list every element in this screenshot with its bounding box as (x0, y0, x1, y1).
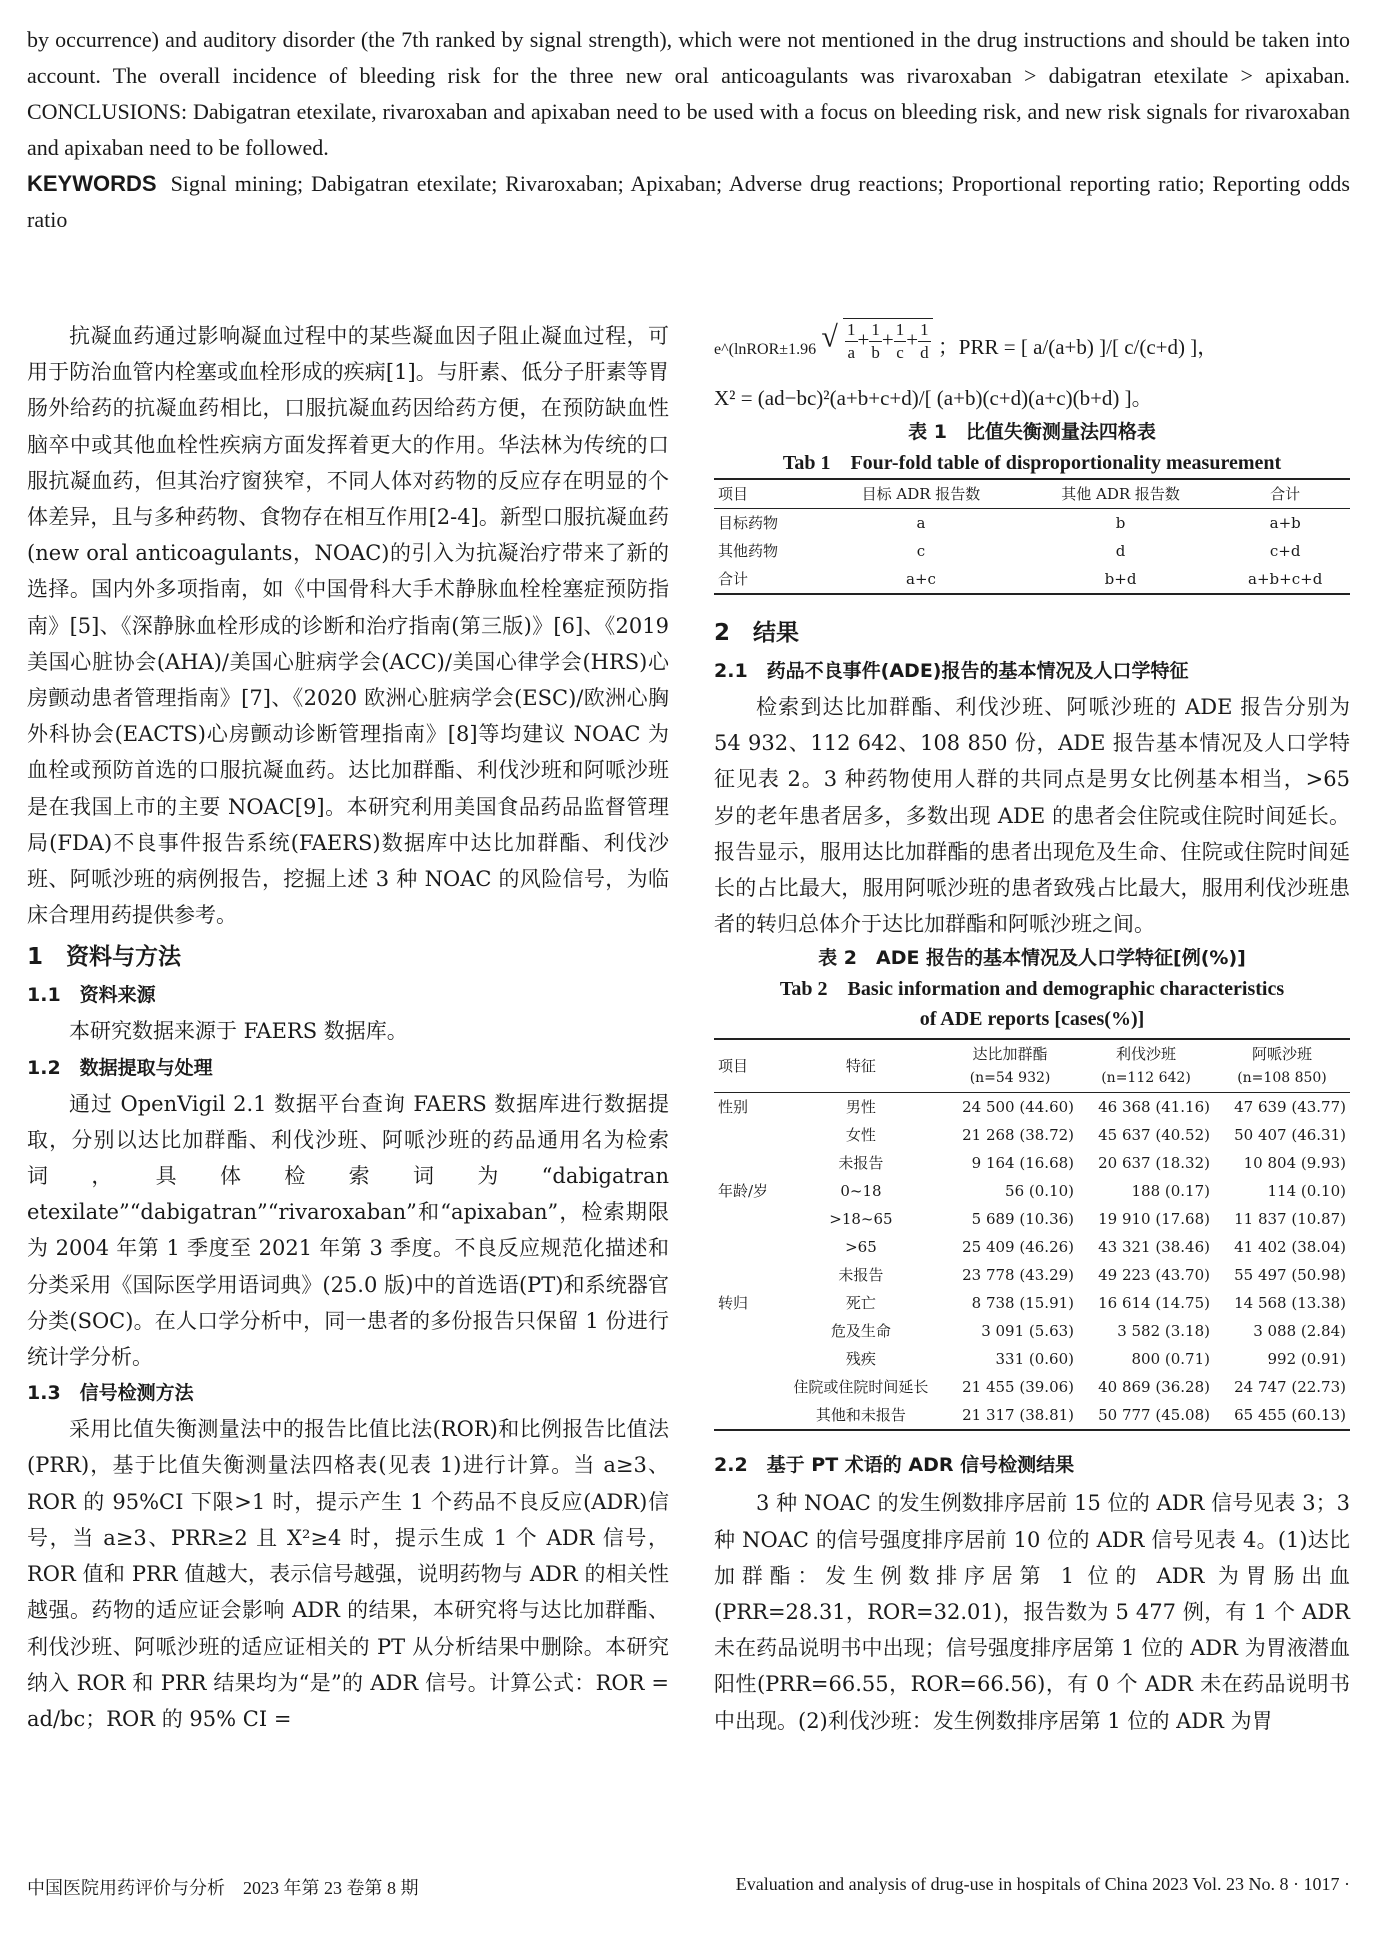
t2-value-cell: 45 637 (40.52) (1098, 1126, 1210, 1145)
t1-cell: c (916, 542, 926, 560)
t2-feature-cell: 死亡 (845, 1294, 876, 1313)
t1-cell: a+b (1269, 514, 1301, 532)
table-row (714, 565, 1350, 594)
t2-feature-cell: >18~65 (829, 1210, 893, 1229)
table-row (714, 1205, 1350, 1233)
keywords-line (27, 166, 1350, 238)
t2-feature-cell: 未报告 (838, 1154, 884, 1173)
t2-value-cell: 25 409 (46.26) (962, 1238, 1075, 1257)
table-row (714, 1289, 1350, 1317)
chi-square-formula: X² = (ad−bc)²(a+b+c+d)/[ (a+b)(c+d)(a+c)(b+d) ]。 (714, 386, 1153, 410)
t1-header-cell: 合计 (1220, 479, 1350, 509)
table-row (714, 537, 1350, 565)
t2-group-cell (714, 1373, 780, 1401)
section-2-2-text: 3 种 NOAC 的发生例数排序居前 15 位的 ADR 信号见表 3；3 种 NOAC 的信号强度排序居前 10 位的 ADR 信号见表 4。(1)达比加群酯：发生例数排序居第 1 位的 ADR 为胃肠出血(PRR=28.31，ROR=32.01)，报告数为 5 477 例，有 1 个 ADR 未在药品说明书中出现；信号强度排序居第 1 位的 ADR 为胃液潜血阳性(PRR=66.55，ROR=66.56)，有 0 个 ADR 未在药品说明书中出现。(2)利伐沙班：发生例数排序居第 1 位的 ADR 为胃 (714, 1491, 1350, 1733)
t2-value-cell: 46 368 (41.16) (1098, 1098, 1210, 1117)
table-row (714, 1233, 1350, 1261)
t1-cell: a (916, 514, 926, 532)
t2-feature-cell: 住院或住院时间延长 (793, 1378, 929, 1397)
t2-value-cell: 21 317 (38.81) (942, 1401, 1078, 1430)
sqrt-expression: √ $\frac{1}{a}+$ $\frac{1}{b}+$ $\frac{1}{c}+$ $\frac{1}{d}$ (821, 318, 932, 380)
table-1-caption-en: Tab 1 Four-fold table of disproportionality measurement (782, 452, 1282, 474)
t2-feature-cell: 未报告 (838, 1266, 884, 1285)
t2-value-cell: 14 568 (13.38) (1234, 1294, 1346, 1313)
t2-header-rivaroxaban: 利伐沙班 (n=112 642) (1078, 1039, 1214, 1093)
keywords-text: Signal mining; Dabigatran etexilate; Rivaroxaban; Apixaban; Adverse drug reactions; Proportional reporting ratio; Reporting odds ratio (27, 171, 1350, 232)
t2-group-cell (714, 1149, 780, 1177)
t1-cell: c+d (1269, 542, 1301, 560)
table-2-caption-en-1: Tab 2 Basic information and demographic characteristics (779, 978, 1285, 1001)
t2-value-cell: 24 500 (44.60) (962, 1098, 1075, 1117)
table-1-caption-cn: 表 1 比值失衡测量法四格表 (908, 421, 1156, 443)
table-row (714, 1373, 1350, 1401)
prr-formula: ；PRR = [ a/(a+b) ]/[ c/(c+d) ]， (937, 334, 1219, 359)
ror-ci-formula (714, 318, 1350, 380)
table-2-body (714, 1093, 1350, 1431)
section-2-1-text: 检索到达比加群酯、利伐沙班、阿哌沙班的 ADE 报告分别为 54 932、112 642、108 850 份，ADE 报告基本情况及人口学特征见表 2。3 种药物使用人群的共同点是男女比例基本相当，>65 岁的老年患者居多，多数出现 ADE 的患者会住院或住院时间延长。报告显示，服用达比加群酯的患者出现危及生命、住院或住院时间延长的占比最大，服用阿哌沙班的患者致残占比最大，服用利伐沙班患者的转归总体介于达比加群酯和阿哌沙班之间。 (714, 695, 1350, 937)
t2-value-cell: 65 455 (60.13) (1214, 1401, 1350, 1430)
section-2-1-heading: 2.1 药品不良事件(ADE)报告的基本情况及人口学特征 (714, 660, 1189, 682)
t2-value-cell: 3 582 (3.18) (1117, 1322, 1210, 1341)
t2-value-cell: 800 (0.71) (1131, 1350, 1210, 1369)
section-2-2-heading: 2.2 基于 PT 术语的 ADR 信号检测结果 (714, 1454, 1075, 1477)
section-1-3-text: 采用比值失衡测量法中的报告比值比法(ROR)和比例报告比值法(PRR)，基于比值失衡测量法四格表(见表 1)进行计算。当 a≥3、ROR 的 95%CI 下限>1 时，提示产生 1 个药品不良反应(ADR)信号，当 a≥3、PRR≥2 且 X²≥4 时，提示生成 1 个 ADR 信号，ROR 值和 PRR 值越大，表示信号越强，说明药物与 ADR 的相关性越强。药物的适应证会影响 ADR 的结果，本研究将与达比加群酯、利伐沙班、阿哌沙班的适应证相关的 PT 从分析结果中删除。本研究纳入 ROR 和 PRR 结果均为“是”的 ADR 信号。计算公式：ROR = ad/bc；ROR 的 95% CI = (27, 1417, 669, 1731)
t2-value-cell: 56 (0.10) (1005, 1182, 1075, 1201)
table-row (714, 1401, 1350, 1430)
t2-group-cell (714, 1121, 780, 1149)
t2-feature-cell: 0~18 (840, 1182, 882, 1201)
t2-value-cell: 114 (0.10) (1267, 1182, 1346, 1201)
t2-value-cell: 55 497 (50.98) (1234, 1266, 1346, 1285)
t2-value-cell: 50 777 (45.08) (1078, 1401, 1214, 1430)
t1-cell: a+c (821, 565, 1021, 594)
table-1 (714, 478, 1350, 595)
t1-header-cell: 目标 ADR 报告数 (821, 479, 1021, 509)
t2-header-apixaban: 阿哌沙班 (n=108 850) (1214, 1039, 1350, 1093)
t2-value-cell: 992 (0.91) (1267, 1350, 1346, 1369)
t2-feature-cell: >65 (845, 1238, 877, 1257)
t2-value-cell: 3 088 (2.84) (1253, 1322, 1346, 1341)
t2-value-cell: 21 455 (39.06) (962, 1378, 1075, 1397)
t2-group-cell (714, 1233, 780, 1261)
table-row (714, 1149, 1350, 1177)
t2-group-cell (714, 1401, 780, 1430)
t1-cell: 其他药物 (718, 542, 779, 560)
t1-cell: b+d (1021, 565, 1221, 594)
t2-feature-cell: 女性 (845, 1126, 876, 1145)
abstract-text: by occurrence) and auditory disorder (the 7th ranked by signal strength), which were not mentioned in the drug instructions and should be taken into account. The overall incidence of bleeding risk for the three new oral anticoagulants was rivaroxaban > dabigatran etexilate > apixaban. CONCLUSIONS: Dabigatran etexilate, rivaroxaban and apixaban need to be used with a focus on bleeding risk, and new risk signals for rivaroxaban and apixaban need to be followed. (27, 27, 1350, 160)
t1-cell: 目标药物 (718, 514, 779, 532)
t2-group-cell: 年龄/岁 (718, 1182, 769, 1201)
t2-value-cell: 49 223 (43.70) (1098, 1266, 1210, 1285)
section-1-1-heading: 1.1 资料来源 (27, 984, 156, 1007)
t1-header-cell: 其他 ADR 报告数 (1021, 479, 1221, 509)
keywords-label: KEYWORDS (27, 171, 157, 196)
t2-group-cell: 性别 (718, 1098, 749, 1117)
t1-header-cell: 项目 (714, 479, 821, 509)
t2-value-cell: 23 778 (43.29) (962, 1266, 1075, 1285)
table-2-caption-en-2: of ADE reports [cases(%)] (919, 1008, 1145, 1031)
t2-value-cell: 188 (0.17) (1131, 1182, 1210, 1201)
t2-group-cell (714, 1345, 780, 1373)
table-row (714, 509, 1350, 538)
t2-value-cell: 3 091 (5.63) (981, 1322, 1075, 1341)
t2-value-cell: 5 689 (10.36) (971, 1210, 1075, 1229)
footer-journal-en: Evaluation and analysis of drug-use in hospitals of China 2023 Vol. 23 No. 8 · 1017 · (735, 1874, 1350, 1894)
section-1-2-text: 通过 OpenVigil 2.1 数据平台查询 FAERS 数据库进行数据提取，分别以达比加群酯、利伐沙班、阿哌沙班的药品通用名为检索词，具体检索词为“dabigatran etexilate”“dabigatran”“rivaroxaban”和“apixaban”，检索期限为 2004 年第 1 季度至 2021 年第 3 季度。不良反应规范化描述和分类采用《国际医学用语词典》(25.0 版)中的首选语(PT)和系统器官分类(SOC)。在人口学分析中，同一患者的多份报告只保留 1 份进行统计学分析。 (27, 1091, 669, 1370)
table-row (714, 1121, 1350, 1149)
t2-header-item: 项目 (714, 1039, 780, 1093)
t2-feature-cell: 危及生命 (830, 1322, 891, 1341)
t2-value-cell: 41 402 (38.04) (1234, 1238, 1346, 1257)
t2-value-cell: 10 804 (9.93) (1243, 1154, 1346, 1173)
right-column (714, 318, 1350, 1739)
section-1-1-text: 本研究数据来源于 FAERS 数据库。 (69, 1019, 408, 1044)
table-row (714, 1261, 1350, 1289)
t2-value-cell: 16 614 (14.75) (1098, 1294, 1210, 1313)
t2-value-cell: 9 164 (16.68) (971, 1154, 1075, 1173)
t2-value-cell: 43 321 (38.46) (1098, 1238, 1210, 1257)
t1-cell: d (1115, 542, 1126, 560)
t2-value-cell: 21 268 (38.72) (962, 1126, 1075, 1145)
section-1-3-heading: 1.3 信号检测方法 (27, 1382, 194, 1405)
footer-journal-cn: 中国医院用药评价与分析 2023 年第 23 卷第 8 期 (27, 1878, 419, 1898)
left-column (27, 318, 669, 1737)
t1-cell: 合计 (714, 565, 821, 594)
t2-feature-cell: 其他和未报告 (780, 1401, 942, 1430)
t2-value-cell: 19 910 (17.68) (1098, 1210, 1210, 1229)
t2-feature-cell: 男性 (845, 1098, 876, 1117)
t2-group-cell (714, 1261, 780, 1289)
section-1-2-heading: 1.2 数据提取与处理 (27, 1056, 213, 1079)
section-2-heading: 2 结果 (714, 620, 800, 646)
intro-paragraph: 抗凝血药通过影响凝血过程中的某些凝血因子阻止凝血过程，可用于防治血管内栓塞或血栓形成的疾病[1]。与肝素、低分子肝素等胃肠外给药的抗凝血药相比，口服抗凝血药因给药方便，在预防缺血性脑卒中或其他血栓性疾病方面发挥着更大的作用。华法林为传统的口服抗凝血药，但其治疗窗狭窄，不同人体对药物的反应存在明显的个体差异，且与多种药物、食物存在相互作用[2-4]。新型口服抗凝血药(new oral anticoagulants，NOAC)的引入为抗凝治疗带来了新的选择。国内外多项指南，如《中国骨科大手术静脉血栓栓塞症预防指南》[5]、《深静脉血栓形成的诊断和治疗指南(第三版)》[6]、《2019 美国心脏协会(AHA)/美国心脏病学会(ACC)/美国心律学会(HRS)心房颤动患者管理指南》[7]、《2020 欧洲心脏病学会(ESC)/欧洲心胸外科协会(EACTS)心房颤动诊断管理指南》[8]等均建议 NOAC 为血栓或预防首选的口服抗凝血药。达比加群酯、利伐沙班和阿哌沙班是在我国上市的主要 NOAC[9]。本研究利用美国食品药品监督管理局(FDA)不良事件报告系统(FAERS)数据库中达比加群酯、利伐沙班、阿哌沙班的病例报告，挖掘上述 3 种 NOAC 的风险信号，为临床合理用药提供参考。 (27, 324, 669, 928)
t2-value-cell: 331 (0.60) (995, 1350, 1075, 1369)
t2-value-cell: 40 869 (36.28) (1098, 1378, 1210, 1397)
abstract-tail-block (27, 22, 1350, 238)
table-2 (714, 1038, 1350, 1431)
t2-feature-cell: 残疾 (845, 1350, 876, 1369)
table-row (714, 1317, 1350, 1345)
t2-value-cell: 8 738 (15.91) (971, 1294, 1075, 1313)
formula-exponent: e^(lnROR±1.96 (714, 340, 817, 358)
t2-value-cell: 20 637 (18.32) (1098, 1154, 1210, 1173)
t1-cell: b (1115, 514, 1126, 532)
t2-header-feature: 特征 (780, 1039, 942, 1093)
table-row (714, 1093, 1350, 1122)
section-1-heading: 1 资料与方法 (27, 944, 182, 971)
t2-group-cell: 转归 (718, 1294, 749, 1313)
table-row (714, 1345, 1350, 1373)
t1-cell: a+b+c+d (1220, 565, 1350, 594)
t2-value-cell: 50 407 (46.31) (1234, 1126, 1346, 1145)
t2-group-cell (714, 1205, 780, 1233)
table-row (714, 1177, 1350, 1205)
t2-header-dabigatran: 达比加群酯 (n=54 932) (942, 1039, 1078, 1093)
t2-value-cell: 47 639 (43.77) (1234, 1098, 1346, 1117)
t2-value-cell: 24 747 (22.73) (1234, 1378, 1346, 1397)
table-2-caption-cn: 表 2 ADE 报告的基本情况及人口学特征[例(%)] (818, 947, 1246, 970)
t2-group-cell (714, 1317, 780, 1345)
t2-value-cell: 11 837 (10.87) (1234, 1210, 1346, 1229)
